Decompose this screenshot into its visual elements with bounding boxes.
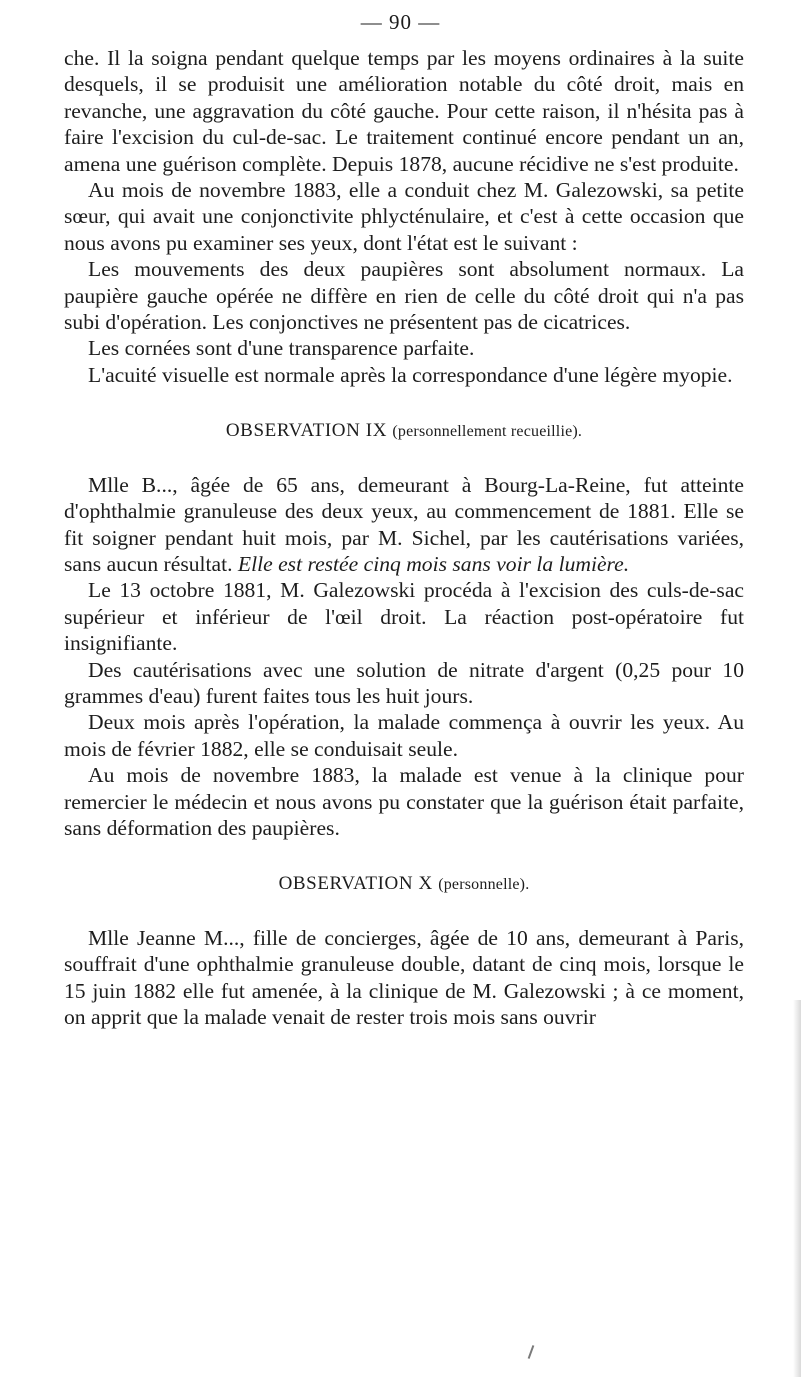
paragraph-eyelid-movements: Les mouvements des deux paupières sont absolument normaux. La paupière gauche opérée ne diffère en rien de celle du côté droit qui n'a pas subi d'opération. Les conjonctives ne présentent pas de cicatrices. — [64, 257, 744, 335]
observation-ix-heading — [64, 418, 744, 445]
mlle-b-text: Mlle B..., âgée de 65 ans, demeurant à Bourg-La-Reine, fut atteinte d'ophthalmie granuleuse des deux yeux, au commencement de 1881. Elle se fit soigner pendant huit mois, par M. Sichel, par les cautérisations variées, sans aucun résultat. — [64, 472, 744, 576]
page-body — [64, 45, 744, 1030]
paragraph-corneas: Les cornées sont d'une transparence parfaite. — [88, 336, 475, 361]
paragraph-cauterisations: Des cautérisations avec une solution de nitrate d'argent (0,25 pour 10 grammes d'eau) furent faites tous les huit jours. — [64, 657, 744, 708]
page-edge-shadow — [793, 1000, 801, 1377]
paragraph-two-months: Deux mois après l'opération, la malade commença à ouvrir les yeux. Au mois de février 1882, elle se conduisait seule. — [64, 710, 744, 761]
observation-x-subtitle: (personnelle). — [438, 876, 530, 894]
paragraph-november-visit: Au mois de novembre 1883, elle a conduit chez M. Galezowski, sa petite sœur, qui avait une conjonctivite phlycténulaire, et c'est à cette occasion que nous avons pu examiner ses yeux, dont l'état est le suivant : — [64, 178, 744, 255]
observation-x-title: OBSERVATION X — [278, 873, 433, 895]
paragraph-continuation: che. Il la soigna pendant quelque temps par les moyens ordinaires à la suite desquels, il se produisit une amélioration notable du côté droit, mais en revanche, une aggravation du côté gauche. Pour cette raison, il n'hésita pas à faire l'excision du cul-de-sac. Le traitement continué encore pendant un an, amena une guérison complète. Depuis 1878, aucune récidive ne s'est produite. — [64, 46, 744, 176]
page-number: — 90 — — [360, 10, 441, 34]
paragraph-visual-acuity: L'acuité visuelle est normale après la correspondance d'une légère myopie. — [88, 362, 733, 387]
paragraph-mlle-b — [64, 472, 744, 578]
observation-x-heading — [64, 871, 744, 898]
paragraph-excision: Le 13 octobre 1881, M. Galezowski procéda à l'excision des culs-de-sac supérieur et inférieur de l'œil droit. La réaction post-opératoire fut insignifiante. — [64, 578, 744, 656]
mlle-b-italic: Elle est restée cinq mois sans voir la lumière. — [237, 551, 630, 576]
paragraph-mlle-jeanne: Mlle Jeanne M..., fille de concierges, âgée de 10 ans, demeurant à Paris, souffrait d'une ophthalmie granuleuse double, datant de cinq mois, lorsque le 15 juin 1882 elle fut amenée, à la clinique de M. Galezowski ; à ce moment, on apprit que la malade venait de rester trois mois sans ouvrir — [64, 925, 744, 1029]
stray-mark — [528, 1345, 535, 1359]
paragraph-clinic-visit: Au mois de novembre 1883, la malade est venue à la clinique pour remercier le médecin et nous avons pu constater que la guérison était parfaite, sans déformation des paupières. — [64, 763, 744, 840]
observation-ix-subtitle: (personnellement recueillie). — [392, 423, 583, 441]
observation-ix-title: OBSERVATION IX — [225, 420, 388, 442]
